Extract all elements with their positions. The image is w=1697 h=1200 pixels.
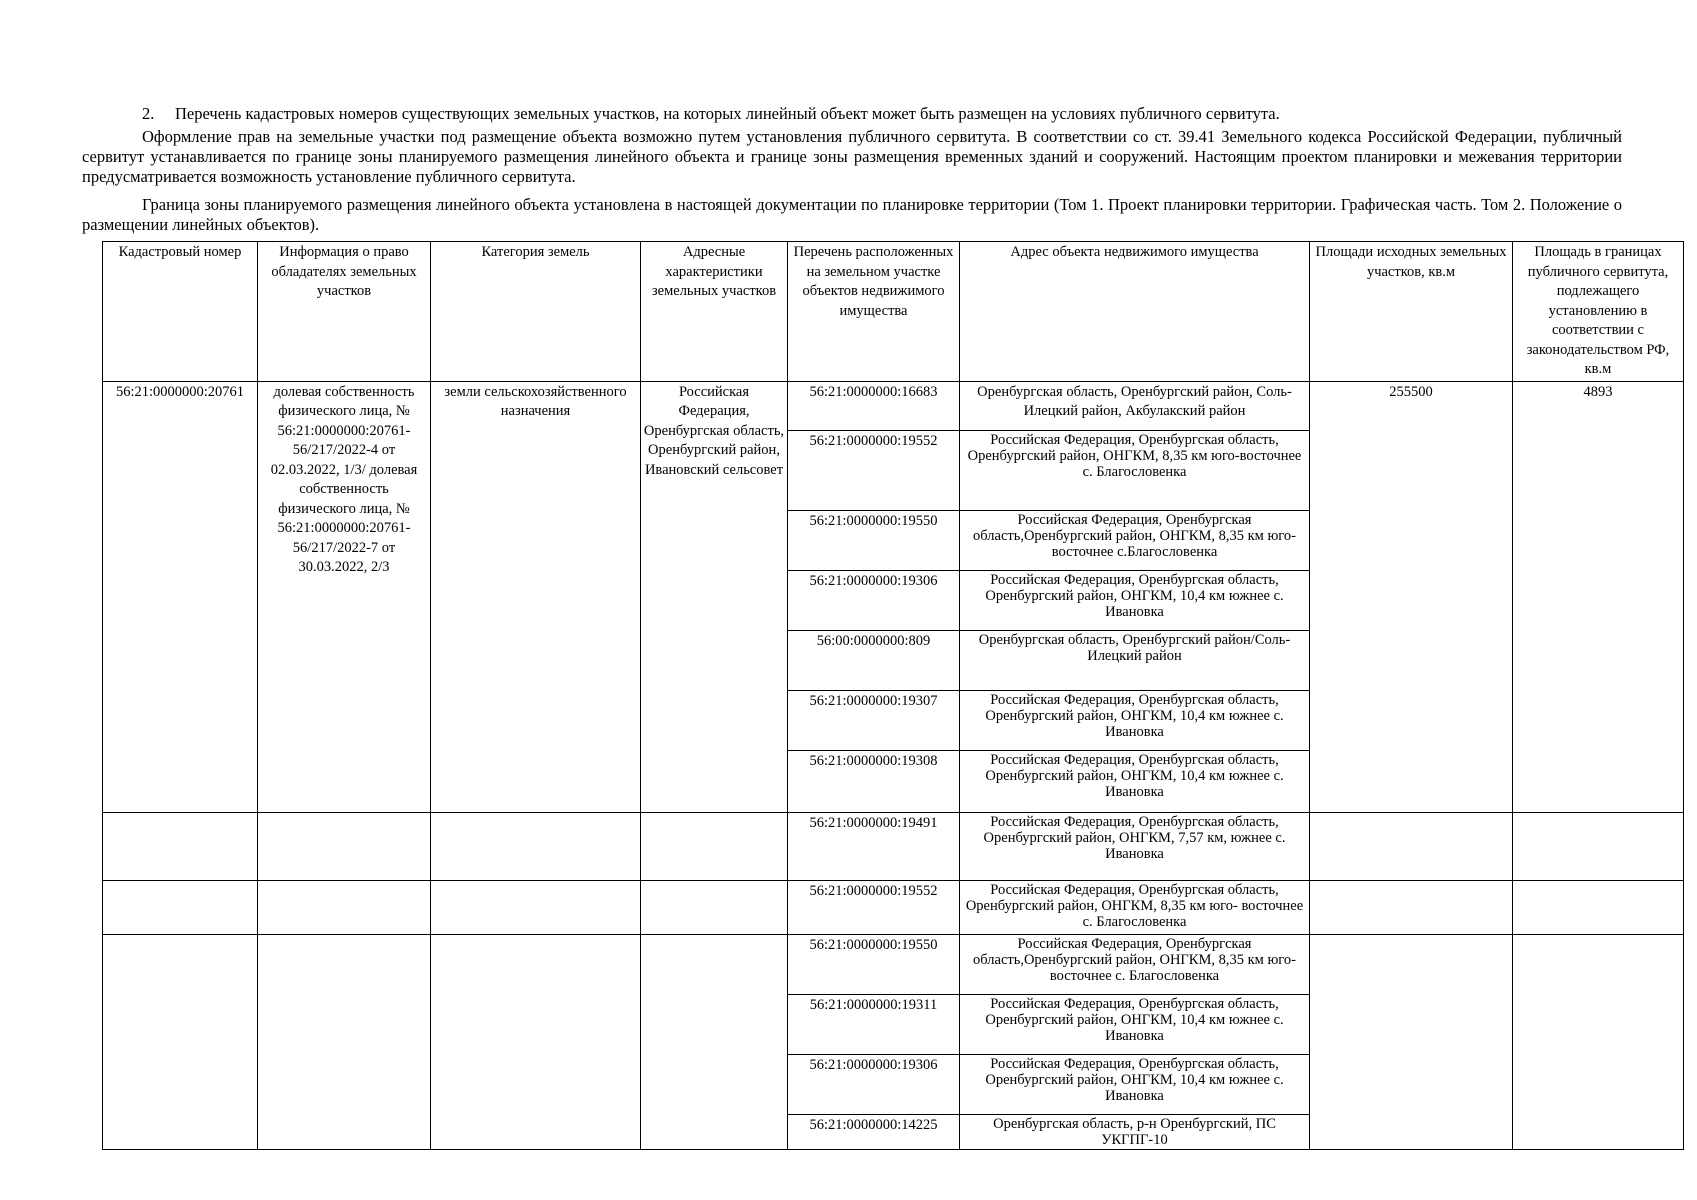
header-cadastral: Кадастровый номер xyxy=(103,242,258,382)
cell-object-number: 56:21:0000000:14225 xyxy=(788,1114,960,1149)
cell-object-address: Оренбургская область, Оренбургский район, Соль-Илецкий район, Акбулакский район xyxy=(960,381,1310,430)
cell-object-number: 56:21:0000000:19552 xyxy=(788,880,960,934)
cell-object-address: Российская Федерация, Оренбургская область, Оренбургский район, ОНГКМ, 10,4 км южнее с. Ивановка xyxy=(960,690,1310,750)
cell-empty xyxy=(1513,934,1684,1149)
cell-empty xyxy=(103,812,258,880)
header-objects: Перечень расположенных на земельном участке объектов недвижимого имущества xyxy=(788,242,960,382)
cell-empty xyxy=(1310,880,1513,934)
cell-object-address: Российская Федерация, Оренбургская область, Оренбургский район, ОНГКМ, 10,4 км южнее с. Ивановка xyxy=(960,994,1310,1054)
cell-empty xyxy=(431,880,641,934)
cell-empty xyxy=(103,934,258,1149)
table-row xyxy=(103,381,1684,430)
cell-empty xyxy=(258,812,431,880)
cell-object-number: 56:21:0000000:19308 xyxy=(788,750,960,812)
cell-object-number: 56:21:0000000:19550 xyxy=(788,934,960,994)
header-object-address: Адрес объекта недвижимого имущества xyxy=(960,242,1310,382)
cell-empty xyxy=(641,934,788,1149)
cell-object-address: Российская Федерация, Оренбургская область, Оренбургский район, ОНГКМ, 10,4 км южнее с. Ивановка xyxy=(960,570,1310,630)
cell-object-number: 56:21:0000000:19306 xyxy=(788,570,960,630)
cell-empty xyxy=(641,812,788,880)
cell-object-address: Оренбургская область, р-н Оренбургский, ПС УКГПГ-10 xyxy=(960,1114,1310,1149)
cell-area-servitude: 4893 xyxy=(1513,381,1684,812)
cell-object-number: 56:21:0000000:19491 xyxy=(788,812,960,880)
cell-empty xyxy=(1310,812,1513,880)
paragraph-servitude: Оформление прав на земельные участки под размещение объекта возможно путем установления публичного сервитута. В соответствии со ст. 39.41 Земельного кодекса Российской Федерации, публичный сервитут устанавливается по границе зоны планируемого размещения линейного объекта и границе зоны размещения временных зданий и сооружений. Настоящим проектом планировки и межевания территории предусматривается возможность установление публичного сервитута. xyxy=(82,127,1622,186)
cell-area-total: 255500 xyxy=(1310,381,1513,812)
table-row xyxy=(103,880,1684,934)
cell-address: Российская Федерация, Оренбургская область, Оренбургский район, Ивановский сельсовет xyxy=(641,381,788,812)
cell-object-number: 56:00:0000000:809 xyxy=(788,630,960,690)
cadastral-table xyxy=(102,241,1684,1150)
cell-object-address: Российская Федерация, Оренбургская область,Оренбургский район, ОНГКМ, 8,35 км юго-восточнее с. Благословенка xyxy=(960,934,1310,994)
paragraph-boundary: Граница зоны планируемого размещения линейного объекта установлена в настоящей документации по планировке территории (Том 1. Проект планировки территории. Графическая часть. Том 2. Положение о размещении линейных объектов). xyxy=(82,195,1622,234)
cell-object-address: Оренбургская область, Оренбургский район/Соль-Илецкий район xyxy=(960,630,1310,690)
cell-object-number: 56:21:0000000:19550 xyxy=(788,510,960,570)
cell-rights: долевая собственность физического лица, № 56:21:0000000:20761-56/217/2022-4 от 02.03.2022, 1/3/ долевая собственность физического лица, № 56:21:0000000:20761-56/217/2022-7 от 30.03.2022, 2/3 xyxy=(258,381,431,812)
header-rights: Информация о право обладателях земельных участков xyxy=(258,242,431,382)
header-category: Категория земель xyxy=(431,242,641,382)
cell-cadastral: 56:21:0000000:20761 xyxy=(103,381,258,812)
table-header-row xyxy=(103,242,1684,382)
cell-object-address: Российская Федерация, Оренбургская область, Оренбургский район, ОНГКМ, 8,35 км юго-восточнее с. Благословенка xyxy=(960,430,1310,510)
cell-empty xyxy=(431,812,641,880)
cell-empty xyxy=(258,934,431,1149)
cell-object-address: Российская Федерация, Оренбургская область, Оренбургский район, ОНГКМ, 7,57 км, южнее с. Ивановка xyxy=(960,812,1310,880)
header-area-total: Площади исходных земельных участков, кв.м xyxy=(1310,242,1513,382)
cell-empty xyxy=(1513,812,1684,880)
cell-category: земли сельскохозяйственного назначения xyxy=(431,381,641,812)
cell-empty xyxy=(641,880,788,934)
cell-empty xyxy=(1513,880,1684,934)
section-heading: 2. Перечень кадастровых номеров существующих земельных участков, на которых линейный объект может быть размещен на условиях публичного сервитута. xyxy=(142,104,1280,123)
cell-object-number: 56:21:0000000:19306 xyxy=(788,1054,960,1114)
cell-empty xyxy=(431,934,641,1149)
cell-object-address: Российская Федерация, Оренбургская область,Оренбургский район, ОНГКМ, 8,35 км юго- восточнее с.Благословенка xyxy=(960,510,1310,570)
cell-object-number: 56:21:0000000:16683 xyxy=(788,381,960,430)
header-area-servitude: Площадь в границах публичного сервитута, подлежащего установлению в соответствии с законодательством РФ, кв.м xyxy=(1513,242,1684,382)
header-address: Адресные характеристики земельных участков xyxy=(641,242,788,382)
cell-empty xyxy=(1310,934,1513,1149)
table-row xyxy=(103,812,1684,880)
cell-object-address: Российская Федерация, Оренбургская область, Оренбургский район, ОНГКМ, 10,4 км южнее с. Ивановка xyxy=(960,750,1310,812)
cell-empty xyxy=(258,880,431,934)
cell-object-address: Российская Федерация, Оренбургская область, Оренбургский район, ОНГКМ, 8,35 км юго- восточнее с. Благословенка xyxy=(960,880,1310,934)
cell-empty xyxy=(103,880,258,934)
cell-object-number: 56:21:0000000:19307 xyxy=(788,690,960,750)
cell-object-address: Российская Федерация, Оренбургская область, Оренбургский район, ОНГКМ, 10,4 км южнее с. Ивановка xyxy=(960,1054,1310,1114)
cell-object-number: 56:21:0000000:19552 xyxy=(788,430,960,510)
table-row xyxy=(103,934,1684,994)
cell-object-number: 56:21:0000000:19311 xyxy=(788,994,960,1054)
